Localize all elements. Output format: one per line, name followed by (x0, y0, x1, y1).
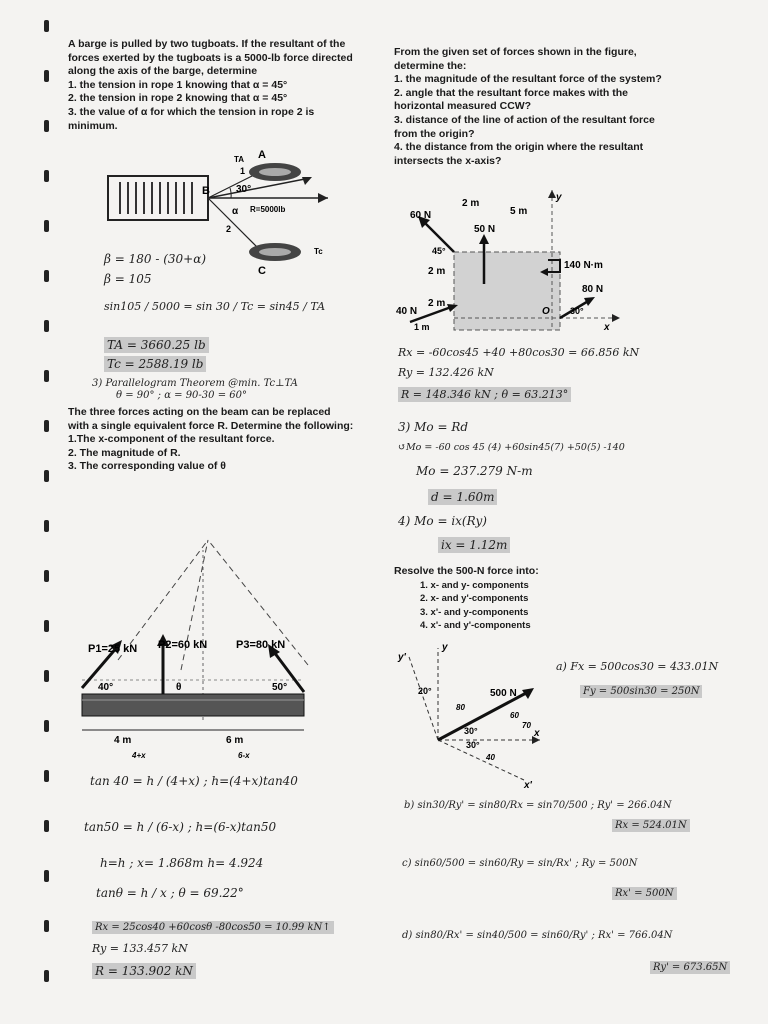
problem1-item: 3. the value of α for which the tension in rope 2 is minimum. (68, 105, 315, 132)
work-line: tan 40 = h / (4+x) ; h=(4+x)tan40 (90, 774, 298, 788)
label-c: C (258, 265, 266, 277)
problem4-statement: Resolve the 500-N force into: (394, 565, 539, 577)
answer-ta: TA = 3660.25 lb (104, 337, 209, 353)
label-30deg-b: 30° (466, 740, 480, 750)
work-line: Ry = 132.426 kN (398, 366, 494, 379)
label-ta: TA (234, 155, 245, 164)
resolve-figure (394, 640, 554, 790)
binding-edge (44, 0, 50, 1024)
work-line (92, 964, 196, 978)
label-4m: 4 m (114, 735, 132, 746)
label-50n: 50 N (474, 224, 496, 235)
work-line: 3) Mo = Rd (398, 420, 469, 434)
answer-rxp-c: Rx' = 500N (612, 887, 677, 900)
label-40deg: 40° (98, 682, 114, 693)
work-line: θ = 90° ; α = 90-30 = 60° (116, 390, 247, 401)
label-20deg: 20° (418, 686, 432, 696)
work-line (428, 490, 497, 504)
problem4-item: 4. x'- and y'-components (420, 620, 531, 632)
label-rope1: 1 (240, 166, 246, 176)
theta-eq: tanθ = h / x ; θ = 69.22° (96, 886, 244, 900)
work-line (580, 686, 702, 697)
problem2-item: 1. the magnitude of the resultant force of the system? (394, 73, 662, 86)
problem3-text (68, 406, 354, 474)
label-30deg-a: 30° (464, 726, 478, 736)
label-40: 40 (486, 753, 495, 762)
label-p2: P2=60 kN (158, 639, 208, 651)
answer-d: d = 1.60m (428, 489, 497, 505)
problem4-list (394, 579, 654, 633)
work-line: b) sin30/Ry' = sin80/Rx = sin70/500 ; Ry' = 266.04N (404, 800, 672, 811)
problem2-item: 2. angle that the resultant force makes with the horizontal measured CCW? (394, 86, 628, 113)
label-6m: 6 m (226, 735, 244, 746)
work-line: d) sin80/Rx' = sin40/500 = sin60/Ry' ; Rx' = 766.04N (402, 930, 673, 941)
answer-ryp-d: Ry' = 673.65N (650, 961, 730, 974)
work-line: 4) Mo = ix(Ry) (398, 514, 487, 528)
beam-figure (78, 530, 318, 760)
work-line (556, 660, 718, 673)
answer-fy: Fy = 500sin30 = 250N (580, 685, 702, 698)
problem3-item: 1.The x-component of the resultant force. (68, 433, 275, 446)
label-angle: 30° (236, 184, 252, 195)
label-yprime: y' (398, 652, 406, 663)
problem4-item: 2. x- and y'-components (420, 593, 529, 605)
answer-tc: Tc = 2588.19 lb (104, 356, 206, 372)
work-line (612, 820, 690, 831)
problem1-statement: A barge is pulled by two tugboats. If the resultant of the forces exerted by the tugboats is a 5000-lb force directed along the axis of the barge, determine (68, 38, 353, 78)
work-line: h=h ; x= 1.868m h= 4.924 (100, 856, 264, 870)
problem1-item: 2. the tension in rope 2 knowing that α = 45° (68, 92, 288, 105)
forces-figure (392, 190, 622, 340)
label-80n: 80 N (582, 284, 604, 295)
label-70: 70 (522, 721, 531, 730)
part-a-fx: a) Fx = 500cos30 = 433.01N (556, 660, 719, 673)
label-moment: 140 N·m (564, 260, 603, 271)
label-5m: 5 m (510, 206, 528, 217)
label-x: x (604, 322, 610, 333)
work-line (92, 922, 334, 933)
work-line: sin105 / 5000 = sin 30 / Tc = sin45 / TA (104, 300, 326, 313)
label-500n: 500 N (490, 688, 517, 699)
label-alpha: α (232, 206, 239, 217)
work-line: Ry = 133.457 kN (92, 942, 188, 955)
answer-rx: Rx = 25cos40 +60cosθ -80cos50 = 10.99 kN↑ (92, 921, 334, 934)
problem4-item: 3. x'- and y-components (420, 606, 529, 618)
label-2m-v: 2 m (428, 266, 446, 277)
label-origin: O (542, 306, 550, 317)
label-6minusx: 6-x (238, 751, 250, 760)
answer-r2: R = 148.346 kN ; θ = 63.213° (398, 387, 571, 402)
label-p3: P3=80 kN (236, 639, 286, 651)
label-tc: Tc (314, 247, 323, 256)
work-line: 3) Parallelogram Theorem @min. Tc⊥TA (92, 378, 298, 389)
problem1-item: 1. the tension in rope 1 knowing that α = 45° (68, 78, 288, 91)
problem1-text (68, 38, 358, 133)
label-80: 80 (456, 703, 465, 712)
label-resultant: R=5000lb (250, 205, 286, 214)
answer-ix: ix = 1.12m (438, 537, 510, 553)
work-line: Rx = -60cos45 +40 +80cos30 = 66.856 kN (398, 346, 640, 359)
work-line (96, 886, 244, 900)
problem2-text (394, 46, 672, 168)
label-4plusx: 4+x (132, 751, 146, 760)
work-line: β = 105 (104, 272, 152, 286)
label-x: x (534, 728, 540, 739)
work-line: tan50 = h / (6-x) ; h=(6-x)tan50 (84, 820, 277, 834)
work-line: Mo = 237.279 N-m (416, 464, 533, 478)
label-y: y (442, 642, 448, 653)
work-line (438, 538, 510, 552)
problem2-item: 3. distance of the line of action of the resultant force from the origin? (394, 113, 655, 140)
label-xprime: x' (524, 780, 532, 790)
label-50deg: 50° (272, 682, 288, 693)
label-1m: 1 m (414, 322, 430, 332)
answer-rx-b: Rx = 524.01N (612, 819, 690, 832)
problem3-statement: The three forces acting on the beam can be replaced with a single equivalent force R. Determine the following: (68, 406, 354, 432)
label-45deg: 45° (432, 246, 446, 256)
work-line: β = 180 - (30+α) (104, 252, 206, 266)
label-60: 60 (510, 711, 519, 720)
label-p1: P1=25 kN (88, 643, 138, 655)
work-line: c) sin60/500 = sin60/Ry = sin/Rx' ; Ry = 500N (402, 858, 638, 869)
work-line (104, 338, 209, 352)
label-a: A (258, 149, 266, 161)
label-b: B (202, 185, 210, 197)
label-rope2: 2 (226, 224, 232, 234)
label-2m-v2: 2 m (428, 298, 446, 309)
answer-r: R = 133.902 kN (92, 963, 196, 979)
work-line: ↺Mo = -60 cos 45 (4) +60sin45(7) +50(5) -140 (398, 442, 625, 453)
problem2-statement: From the given set of forces shown in the figure, determine the: (394, 46, 637, 72)
work-line (398, 388, 571, 401)
label-y: y (556, 192, 562, 203)
problem2-item: 4. the distance from the origin where the resultant intersects the x-axis? (394, 141, 644, 167)
label-30deg: 30° (570, 306, 584, 316)
work-line (612, 888, 677, 899)
label-theta: θ (176, 682, 182, 693)
problem4-item: 1. x- and y- components (420, 579, 529, 591)
label-40n: 40 N (396, 306, 418, 317)
work-line (104, 357, 206, 371)
label-2m: 2 m (462, 198, 480, 209)
problem4-text (394, 565, 654, 633)
label-60n: 60 N (410, 210, 432, 221)
problem3-item: 2. The magnitude of R. (68, 446, 181, 459)
work-line (650, 962, 730, 973)
problem3-item: 3. The corresponding value of θ (68, 460, 226, 473)
